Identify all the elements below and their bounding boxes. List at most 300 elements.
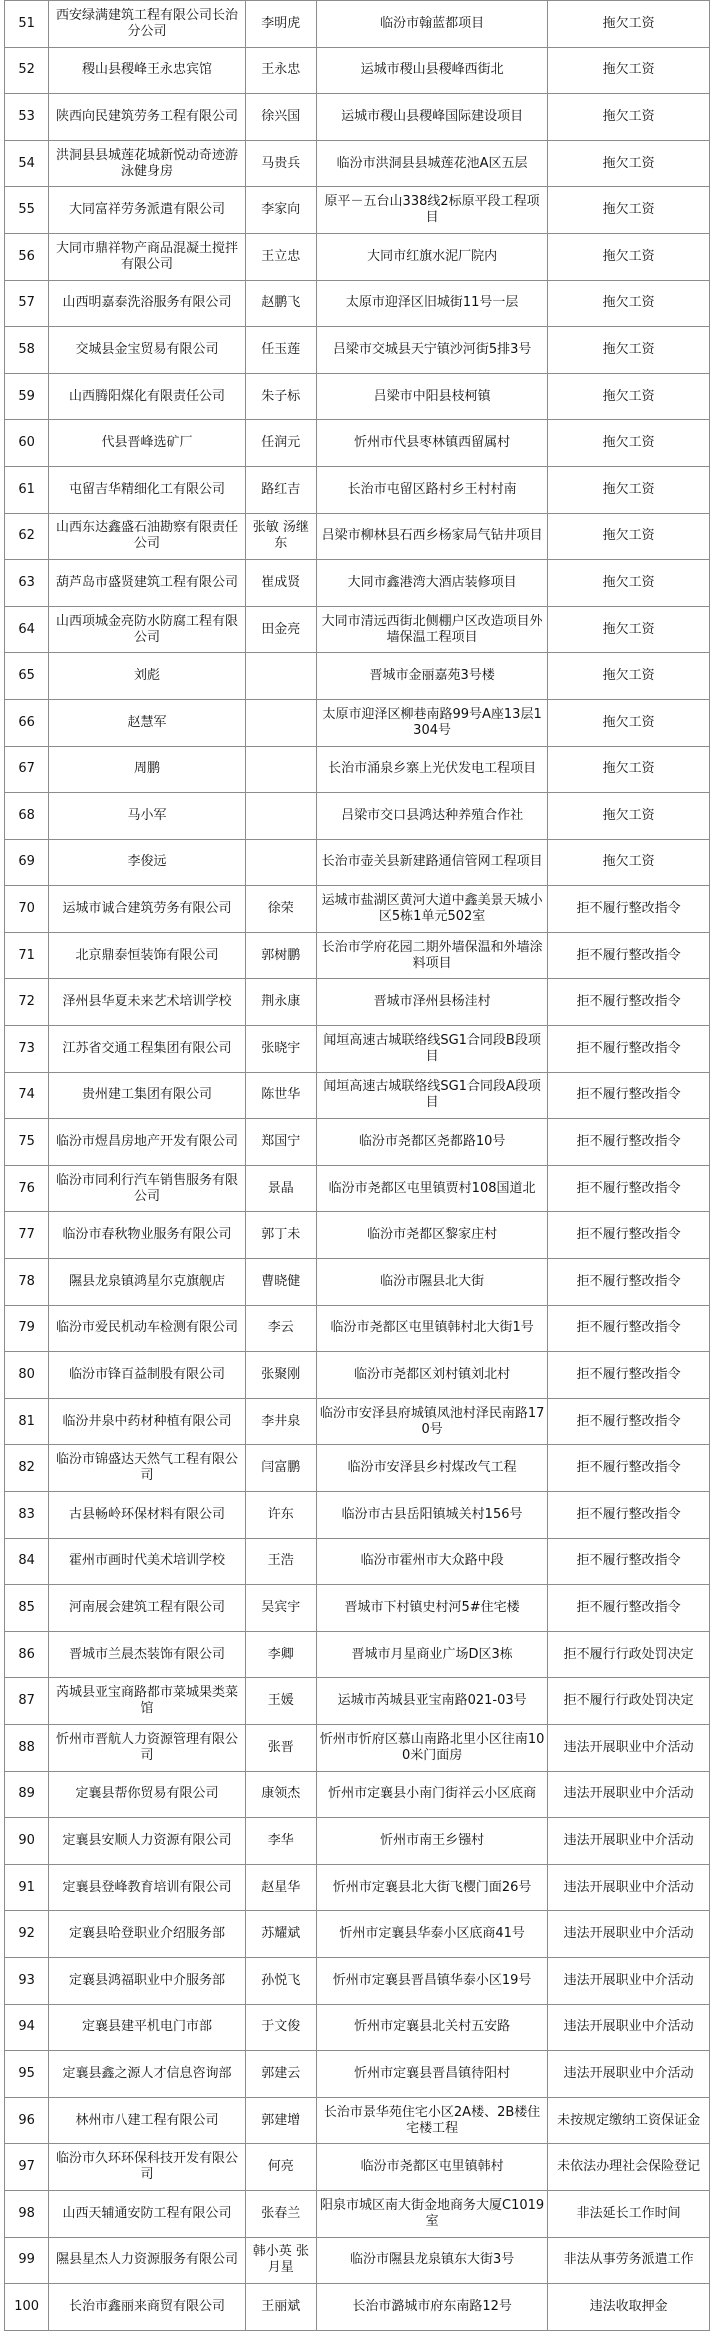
violation-type: 违法开展职业中介活动	[548, 2004, 710, 2051]
row-number: 95	[5, 2051, 49, 2098]
unit-name: 河南展会建筑工程有限公司	[49, 1585, 246, 1632]
violation-type: 拒不履行整改指令	[548, 1585, 710, 1632]
unit-name: 北京鼎泰恒装饰有限公司	[49, 932, 246, 979]
address: 长治市学府花园二期外墙保温和外墙涂料项目	[316, 932, 548, 979]
address: 吕梁市交城县天宁镇沙河街5排3号	[316, 327, 548, 374]
address: 太原市迎泽区旧城街11号一层	[316, 280, 548, 327]
row-number: 55	[5, 187, 49, 234]
table-row	[5, 1585, 710, 1632]
row-number: 88	[5, 1724, 49, 1771]
violation-type: 拒不履行整改指令	[548, 932, 710, 979]
responsible-person: 朱子标	[245, 373, 316, 420]
row-number: 69	[5, 839, 49, 886]
row-number: 63	[5, 560, 49, 607]
address: 大同市红旗水泥厂院内	[316, 233, 548, 280]
address: 运城市稷山县稷峰国际建设项目	[316, 94, 548, 141]
table-row	[5, 1492, 710, 1539]
table-row	[5, 233, 710, 280]
table-row	[5, 2097, 710, 2144]
violation-type: 拒不履行行政处罚决定	[548, 1631, 710, 1678]
address: 阳泉市城区南大街金地商务大厦C1019室	[316, 2190, 548, 2237]
violation-type: 拒不履行整改指令	[548, 1165, 710, 1212]
violation-type: 违法收取押金	[548, 2284, 710, 2331]
table-row	[5, 2144, 710, 2191]
row-number: 85	[5, 1585, 49, 1632]
row-number: 59	[5, 373, 49, 420]
responsible-person: 李卿	[245, 1631, 316, 1678]
violation-type: 拒不履行行政处罚决定	[548, 1678, 710, 1725]
row-number: 76	[5, 1165, 49, 1212]
unit-name: 大同市鼎祥物产商品混凝土搅拌有限公司	[49, 233, 246, 280]
address: 运城市盐湖区黄河大道中鑫美景天城小区5栋1单元502室	[316, 886, 548, 933]
address: 长治市屯留区路村乡王村村南	[316, 466, 548, 513]
row-number: 84	[5, 1538, 49, 1585]
address: 长治市涌泉乡寨上光伏发电工程项目	[316, 746, 548, 793]
address: 临汾市隰县北大街	[316, 1259, 548, 1306]
row-number: 73	[5, 1026, 49, 1073]
responsible-person	[245, 746, 316, 793]
responsible-person: 任润元	[245, 420, 316, 467]
violation-type: 非法从事劳务派遣工作	[548, 2237, 710, 2284]
address: 忻州市定襄县晋昌镇华泰小区19号	[316, 1957, 548, 2004]
unit-name: 定襄县建平机电门市部	[49, 2004, 246, 2051]
row-number: 51	[5, 1, 49, 48]
responsible-person: 王丽斌	[245, 2284, 316, 2331]
row-number: 93	[5, 1957, 49, 2004]
unit-name: 忻州市晋航人力资源管理有限公司	[49, 1724, 246, 1771]
responsible-person: 康领杰	[245, 1771, 316, 1818]
responsible-person: 于文俊	[245, 2004, 316, 2051]
unit-name: 芮城县亚宝商路都市菜城果类菜馆	[49, 1678, 246, 1725]
row-number: 87	[5, 1678, 49, 1725]
violation-type: 拖欠工资	[548, 94, 710, 141]
address: 长治市景华苑住宅小区2A楼、2B楼住宅楼工程	[316, 2097, 548, 2144]
row-number: 86	[5, 1631, 49, 1678]
address: 临汾市霍州市大众路中段	[316, 1538, 548, 1585]
table-row	[5, 47, 710, 94]
row-number: 62	[5, 513, 49, 560]
responsible-person: 景晶	[245, 1165, 316, 1212]
address: 忻州市定襄县小南门街祥云小区底商	[316, 1771, 548, 1818]
violation-type: 拒不履行整改指令	[548, 979, 710, 1026]
violation-type: 拒不履行整改指令	[548, 1259, 710, 1306]
violation-type: 拖欠工资	[548, 327, 710, 374]
unit-name: 山西东达鑫盛石油勘察有限责任公司	[49, 513, 246, 560]
unit-name: 晋城市兰晨杰装饰有限公司	[49, 1631, 246, 1678]
violation-type: 违法开展职业中介活动	[548, 1911, 710, 1958]
table-row	[5, 1445, 710, 1492]
row-number: 74	[5, 1072, 49, 1119]
unit-name: 定襄县安顺人力资源有限公司	[49, 1818, 246, 1865]
unit-name: 隰县龙泉镇鸿星尔克旗舰店	[49, 1259, 246, 1306]
responsible-person: 张晓宇	[245, 1026, 316, 1073]
table-row	[5, 1864, 710, 1911]
violations-table	[4, 0, 710, 2331]
responsible-person: 许东	[245, 1492, 316, 1539]
table-row	[5, 653, 710, 700]
responsible-person: 王立忠	[245, 233, 316, 280]
violation-type: 拖欠工资	[548, 560, 710, 607]
unit-name: 山西腾阳煤化有限责任公司	[49, 373, 246, 420]
address: 晋城市泽州县杨洼村	[316, 979, 548, 1026]
row-number: 77	[5, 1212, 49, 1259]
responsible-person: 任玉莲	[245, 327, 316, 374]
unit-name: 霍州市画时代美术培训学校	[49, 1538, 246, 1585]
row-number: 54	[5, 140, 49, 187]
row-number: 65	[5, 653, 49, 700]
responsible-person: 张敏 汤继东	[245, 513, 316, 560]
violation-type: 拖欠工资	[548, 233, 710, 280]
address: 吕梁市中阳县枝柯镇	[316, 373, 548, 420]
unit-name: 临汾市春秋物业服务有限公司	[49, 1212, 246, 1259]
unit-name: 临汾市同利行汽车销售服务有限公司	[49, 1165, 246, 1212]
table-row	[5, 1724, 710, 1771]
violation-type: 拖欠工资	[548, 606, 710, 653]
violation-type: 违法开展职业中介活动	[548, 1724, 710, 1771]
address: 临汾市古县岳阳镇城关村156号	[316, 1492, 548, 1539]
responsible-person	[245, 699, 316, 746]
unit-name: 临汾市久环环保科技开发有限公司	[49, 2144, 246, 2191]
table-row	[5, 1026, 710, 1073]
row-number: 71	[5, 932, 49, 979]
unit-name: 定襄县哈登职业介绍服务部	[49, 1911, 246, 1958]
violation-type: 非法延长工作时间	[548, 2190, 710, 2237]
row-number: 66	[5, 699, 49, 746]
row-number: 91	[5, 1864, 49, 1911]
table-body	[5, 1, 710, 2331]
unit-name: 西安绿满建筑工程有限公司长治分公司	[49, 1, 246, 48]
responsible-person: 马贵兵	[245, 140, 316, 187]
violation-type: 违法开展职业中介活动	[548, 1957, 710, 2004]
violation-type: 拒不履行整改指令	[548, 1398, 710, 1445]
responsible-person: 李井泉	[245, 1398, 316, 1445]
unit-name: 赵慧军	[49, 699, 246, 746]
address: 闻垣高速古城联络线SG1合同段A段项目	[316, 1072, 548, 1119]
violation-type: 拖欠工资	[548, 653, 710, 700]
row-number: 98	[5, 2190, 49, 2237]
row-number: 96	[5, 2097, 49, 2144]
unit-name: 运城市诚合建筑劳务有限公司	[49, 886, 246, 933]
unit-name: 马小军	[49, 793, 246, 840]
table-row	[5, 513, 710, 560]
row-number: 75	[5, 1119, 49, 1166]
table-row	[5, 793, 710, 840]
violation-type: 拖欠工资	[548, 793, 710, 840]
address: 原平－五台山338线2标原平段工程项目	[316, 187, 548, 234]
unit-name: 临汾市爱民机动车检测有限公司	[49, 1305, 246, 1352]
responsible-person	[245, 793, 316, 840]
table-row	[5, 839, 710, 886]
table-row	[5, 1631, 710, 1678]
address: 临汾市尧都区黎家庄村	[316, 1212, 548, 1259]
row-number: 80	[5, 1352, 49, 1399]
table-row	[5, 1072, 710, 1119]
address: 临汾市隰县龙泉镇东大街3号	[316, 2237, 548, 2284]
unit-name: 陕西向民建筑劳务工程有限公司	[49, 94, 246, 141]
unit-name: 代县晋峰选矿厂	[49, 420, 246, 467]
violation-type: 拖欠工资	[548, 140, 710, 187]
unit-name: 江苏省交通工程集团有限公司	[49, 1026, 246, 1073]
address: 太原市迎泽区柳巷南路99号A座13层1304号	[316, 699, 548, 746]
responsible-person: 郭建增	[245, 2097, 316, 2144]
address: 长治市潞城市府东南路12号	[316, 2284, 548, 2331]
unit-name: 刘彪	[49, 653, 246, 700]
unit-name: 临汾井泉中药材种植有限公司	[49, 1398, 246, 1445]
responsible-person: 王媛	[245, 1678, 316, 1725]
table-row	[5, 1957, 710, 2004]
unit-name: 山西天辅通安防工程有限公司	[49, 2190, 246, 2237]
address: 临汾市尧都区尧都路10号	[316, 1119, 548, 1166]
table-row	[5, 1165, 710, 1212]
violation-type: 拒不履行整改指令	[548, 1305, 710, 1352]
violation-type: 拖欠工资	[548, 47, 710, 94]
responsible-person: 孙悦飞	[245, 1957, 316, 2004]
row-number: 89	[5, 1771, 49, 1818]
responsible-person: 张晋	[245, 1724, 316, 1771]
table-row	[5, 1119, 710, 1166]
unit-name: 泽州县华夏未来艺术培训学校	[49, 979, 246, 1026]
unit-name: 定襄县鑫之源人才信息咨询部	[49, 2051, 246, 2098]
row-number: 100	[5, 2284, 49, 2331]
responsible-person: 崔成贤	[245, 560, 316, 607]
row-number: 79	[5, 1305, 49, 1352]
address: 大同市鑫港湾大酒店装修项目	[316, 560, 548, 607]
violation-type: 拖欠工资	[548, 513, 710, 560]
table-row	[5, 1911, 710, 1958]
address: 大同市清远西街北侧棚户区改造项目外墙保温工程项目	[316, 606, 548, 653]
responsible-person: 苏耀斌	[245, 1911, 316, 1958]
row-number: 60	[5, 420, 49, 467]
responsible-person: 李家向	[245, 187, 316, 234]
responsible-person: 路红吉	[245, 466, 316, 513]
responsible-person: 荆永康	[245, 979, 316, 1026]
address: 临汾市尧都区屯里镇韩村北大街1号	[316, 1305, 548, 1352]
responsible-person: 张春兰	[245, 2190, 316, 2237]
table-row	[5, 1305, 710, 1352]
violation-type: 违法开展职业中介活动	[548, 1818, 710, 1865]
address: 运城市稷山县稷峰西街北	[316, 47, 548, 94]
address: 运城市芮城县亚宝南路021-03号	[316, 1678, 548, 1725]
row-number: 58	[5, 327, 49, 374]
row-number: 82	[5, 1445, 49, 1492]
responsible-person: 闫富鹏	[245, 1445, 316, 1492]
responsible-person: 郭树鹏	[245, 932, 316, 979]
violation-type: 拖欠工资	[548, 746, 710, 793]
unit-name: 周鹏	[49, 746, 246, 793]
unit-name: 古县畅岭环保材料有限公司	[49, 1492, 246, 1539]
table-row	[5, 606, 710, 653]
table-row	[5, 466, 710, 513]
violation-type: 违法开展职业中介活动	[548, 1771, 710, 1818]
violation-type: 拒不履行整改指令	[548, 1119, 710, 1166]
violation-type: 违法开展职业中介活动	[548, 2051, 710, 2098]
violation-type: 拒不履行整改指令	[548, 1212, 710, 1259]
table-row	[5, 327, 710, 374]
unit-name: 洪洞县县城莲花城新悦动奇迹游泳健身房	[49, 140, 246, 187]
table-row	[5, 420, 710, 467]
unit-name: 贵州建工集团有限公司	[49, 1072, 246, 1119]
row-number: 68	[5, 793, 49, 840]
table-row	[5, 94, 710, 141]
responsible-person: 徐荣	[245, 886, 316, 933]
row-number: 81	[5, 1398, 49, 1445]
address: 闻垣高速古城联络线SG1合同段B段项目	[316, 1026, 548, 1073]
unit-name: 定襄县帮你贸易有限公司	[49, 1771, 246, 1818]
address: 忻州市定襄县华泰小区底商41号	[316, 1911, 548, 1958]
address: 忻州市定襄县北大街飞樱门面26号	[316, 1864, 548, 1911]
table-row	[5, 2051, 710, 2098]
row-number: 61	[5, 466, 49, 513]
row-number: 64	[5, 606, 49, 653]
unit-name: 临汾市煜昌房地产开发有限公司	[49, 1119, 246, 1166]
violation-type: 拖欠工资	[548, 280, 710, 327]
responsible-person	[245, 839, 316, 886]
address: 临汾市安泽县府城镇凤池村泽民南路170号	[316, 1398, 548, 1445]
responsible-person: 李明虎	[245, 1, 316, 48]
table-row	[5, 560, 710, 607]
responsible-person: 吴宾宇	[245, 1585, 316, 1632]
responsible-person: 何亮	[245, 2144, 316, 2191]
table-row	[5, 187, 710, 234]
violation-type: 拖欠工资	[548, 1, 710, 48]
unit-name: 葫芦岛市盛贤建筑工程有限公司	[49, 560, 246, 607]
row-number: 52	[5, 47, 49, 94]
violation-type: 拖欠工资	[548, 187, 710, 234]
address: 忻州市忻府区慕山南路北里小区往南100米门面房	[316, 1724, 548, 1771]
violation-type: 违法开展职业中介活动	[548, 1864, 710, 1911]
violation-type: 拒不履行整改指令	[548, 1538, 710, 1585]
unit-name: 大同富祥劳务派遣有限公司	[49, 187, 246, 234]
responsible-person: 陈世华	[245, 1072, 316, 1119]
table-row	[5, 1771, 710, 1818]
unit-name: 长治市鑫丽来商贸有限公司	[49, 2284, 246, 2331]
row-number: 99	[5, 2237, 49, 2284]
table-row	[5, 140, 710, 187]
table-row	[5, 2284, 710, 2331]
row-number: 92	[5, 1911, 49, 1958]
unit-name: 山西明嘉泰洗浴服务有限公司	[49, 280, 246, 327]
responsible-person: 王浩	[245, 1538, 316, 1585]
table-row	[5, 2190, 710, 2237]
violation-type: 拖欠工资	[548, 839, 710, 886]
row-number: 90	[5, 1818, 49, 1865]
row-number: 72	[5, 979, 49, 1026]
responsible-person: 赵星华	[245, 1864, 316, 1911]
table-row	[5, 2004, 710, 2051]
unit-name: 隰县星杰人力资源服务有限公司	[49, 2237, 246, 2284]
address: 临汾市尧都区屯里镇韩村	[316, 2144, 548, 2191]
table-row	[5, 746, 710, 793]
table-row	[5, 1678, 710, 1725]
address: 临汾市安泽县乡村煤改气工程	[316, 1445, 548, 1492]
unit-name: 稷山县稷峰王永忠宾馆	[49, 47, 246, 94]
table-row	[5, 699, 710, 746]
violations-table-sheet	[4, 0, 710, 2331]
address: 长治市壶关县新建路通信管网工程项目	[316, 839, 548, 886]
unit-name: 定襄县鸿福职业中介服务部	[49, 1957, 246, 2004]
table-row	[5, 1259, 710, 1306]
responsible-person: 曹晓健	[245, 1259, 316, 1306]
address: 晋城市下村镇史村河5#住宅楼	[316, 1585, 548, 1632]
violation-type: 拒不履行整改指令	[548, 1445, 710, 1492]
address: 晋城市金丽嘉苑3号楼	[316, 653, 548, 700]
table-row	[5, 1538, 710, 1585]
address: 临汾市洪洞县县城莲花池A区五层	[316, 140, 548, 187]
address: 忻州市定襄县晋昌镇待阳村	[316, 2051, 548, 2098]
table-row	[5, 1212, 710, 1259]
violation-type: 拖欠工资	[548, 373, 710, 420]
row-number: 83	[5, 1492, 49, 1539]
row-number: 94	[5, 2004, 49, 2051]
responsible-person	[245, 653, 316, 700]
row-number: 53	[5, 94, 49, 141]
row-number: 57	[5, 280, 49, 327]
unit-name: 林州市八建工程有限公司	[49, 2097, 246, 2144]
table-row	[5, 1818, 710, 1865]
table-row	[5, 1, 710, 48]
unit-name: 山西项城金亮防水防腐工程有限公司	[49, 606, 246, 653]
unit-name: 屯留吉华精细化工有限公司	[49, 466, 246, 513]
unit-name: 临汾市锦盛达天然气工程有限公司	[49, 1445, 246, 1492]
responsible-person: 徐兴国	[245, 94, 316, 141]
responsible-person: 张聚刚	[245, 1352, 316, 1399]
responsible-person: 郭丁未	[245, 1212, 316, 1259]
row-number: 70	[5, 886, 49, 933]
responsible-person: 李云	[245, 1305, 316, 1352]
violation-type: 拖欠工资	[548, 699, 710, 746]
table-row	[5, 1398, 710, 1445]
row-number: 97	[5, 2144, 49, 2191]
responsible-person: 郑国宁	[245, 1119, 316, 1166]
violation-type: 拒不履行整改指令	[548, 886, 710, 933]
address: 临汾市尧都区屯里镇贾村108国道北	[316, 1165, 548, 1212]
table-row	[5, 373, 710, 420]
address: 忻州市定襄县北关村五安路	[316, 2004, 548, 2051]
table-row	[5, 280, 710, 327]
unit-name: 李俊远	[49, 839, 246, 886]
table-row	[5, 932, 710, 979]
violation-type: 拒不履行整改指令	[548, 1026, 710, 1073]
table-row	[5, 886, 710, 933]
responsible-person: 王永忠	[245, 47, 316, 94]
violation-type: 拒不履行整改指令	[548, 1492, 710, 1539]
responsible-person: 韩小英 张月星	[245, 2237, 316, 2284]
address: 吕梁市交口县鸿达种养殖合作社	[316, 793, 548, 840]
unit-name: 交城县金宝贸易有限公司	[49, 327, 246, 374]
unit-name: 定襄县登峰教育培训有限公司	[49, 1864, 246, 1911]
row-number: 56	[5, 233, 49, 280]
address: 临汾市尧都区刘村镇刘北村	[316, 1352, 548, 1399]
address: 吕梁市柳林县石西乡杨家局气钻井项目	[316, 513, 548, 560]
row-number: 78	[5, 1259, 49, 1306]
violation-type: 拒不履行整改指令	[548, 1072, 710, 1119]
responsible-person: 田金亮	[245, 606, 316, 653]
violation-type: 未按规定缴纳工资保证金	[548, 2097, 710, 2144]
responsible-person: 李华	[245, 1818, 316, 1865]
responsible-person: 赵鹏飞	[245, 280, 316, 327]
address: 临汾市翰蓝都项目	[316, 1, 548, 48]
responsible-person: 郭建云	[245, 2051, 316, 2098]
violation-type: 拖欠工资	[548, 420, 710, 467]
row-number: 67	[5, 746, 49, 793]
table-row	[5, 1352, 710, 1399]
address: 忻州市代县枣林镇西留属村	[316, 420, 548, 467]
address: 忻州市南王乡镪村	[316, 1818, 548, 1865]
unit-name: 临汾市锋百益制股有限公司	[49, 1352, 246, 1399]
table-row	[5, 2237, 710, 2284]
violation-type: 拒不履行整改指令	[548, 1352, 710, 1399]
address: 晋城市月星商业广场D区3栋	[316, 1631, 548, 1678]
